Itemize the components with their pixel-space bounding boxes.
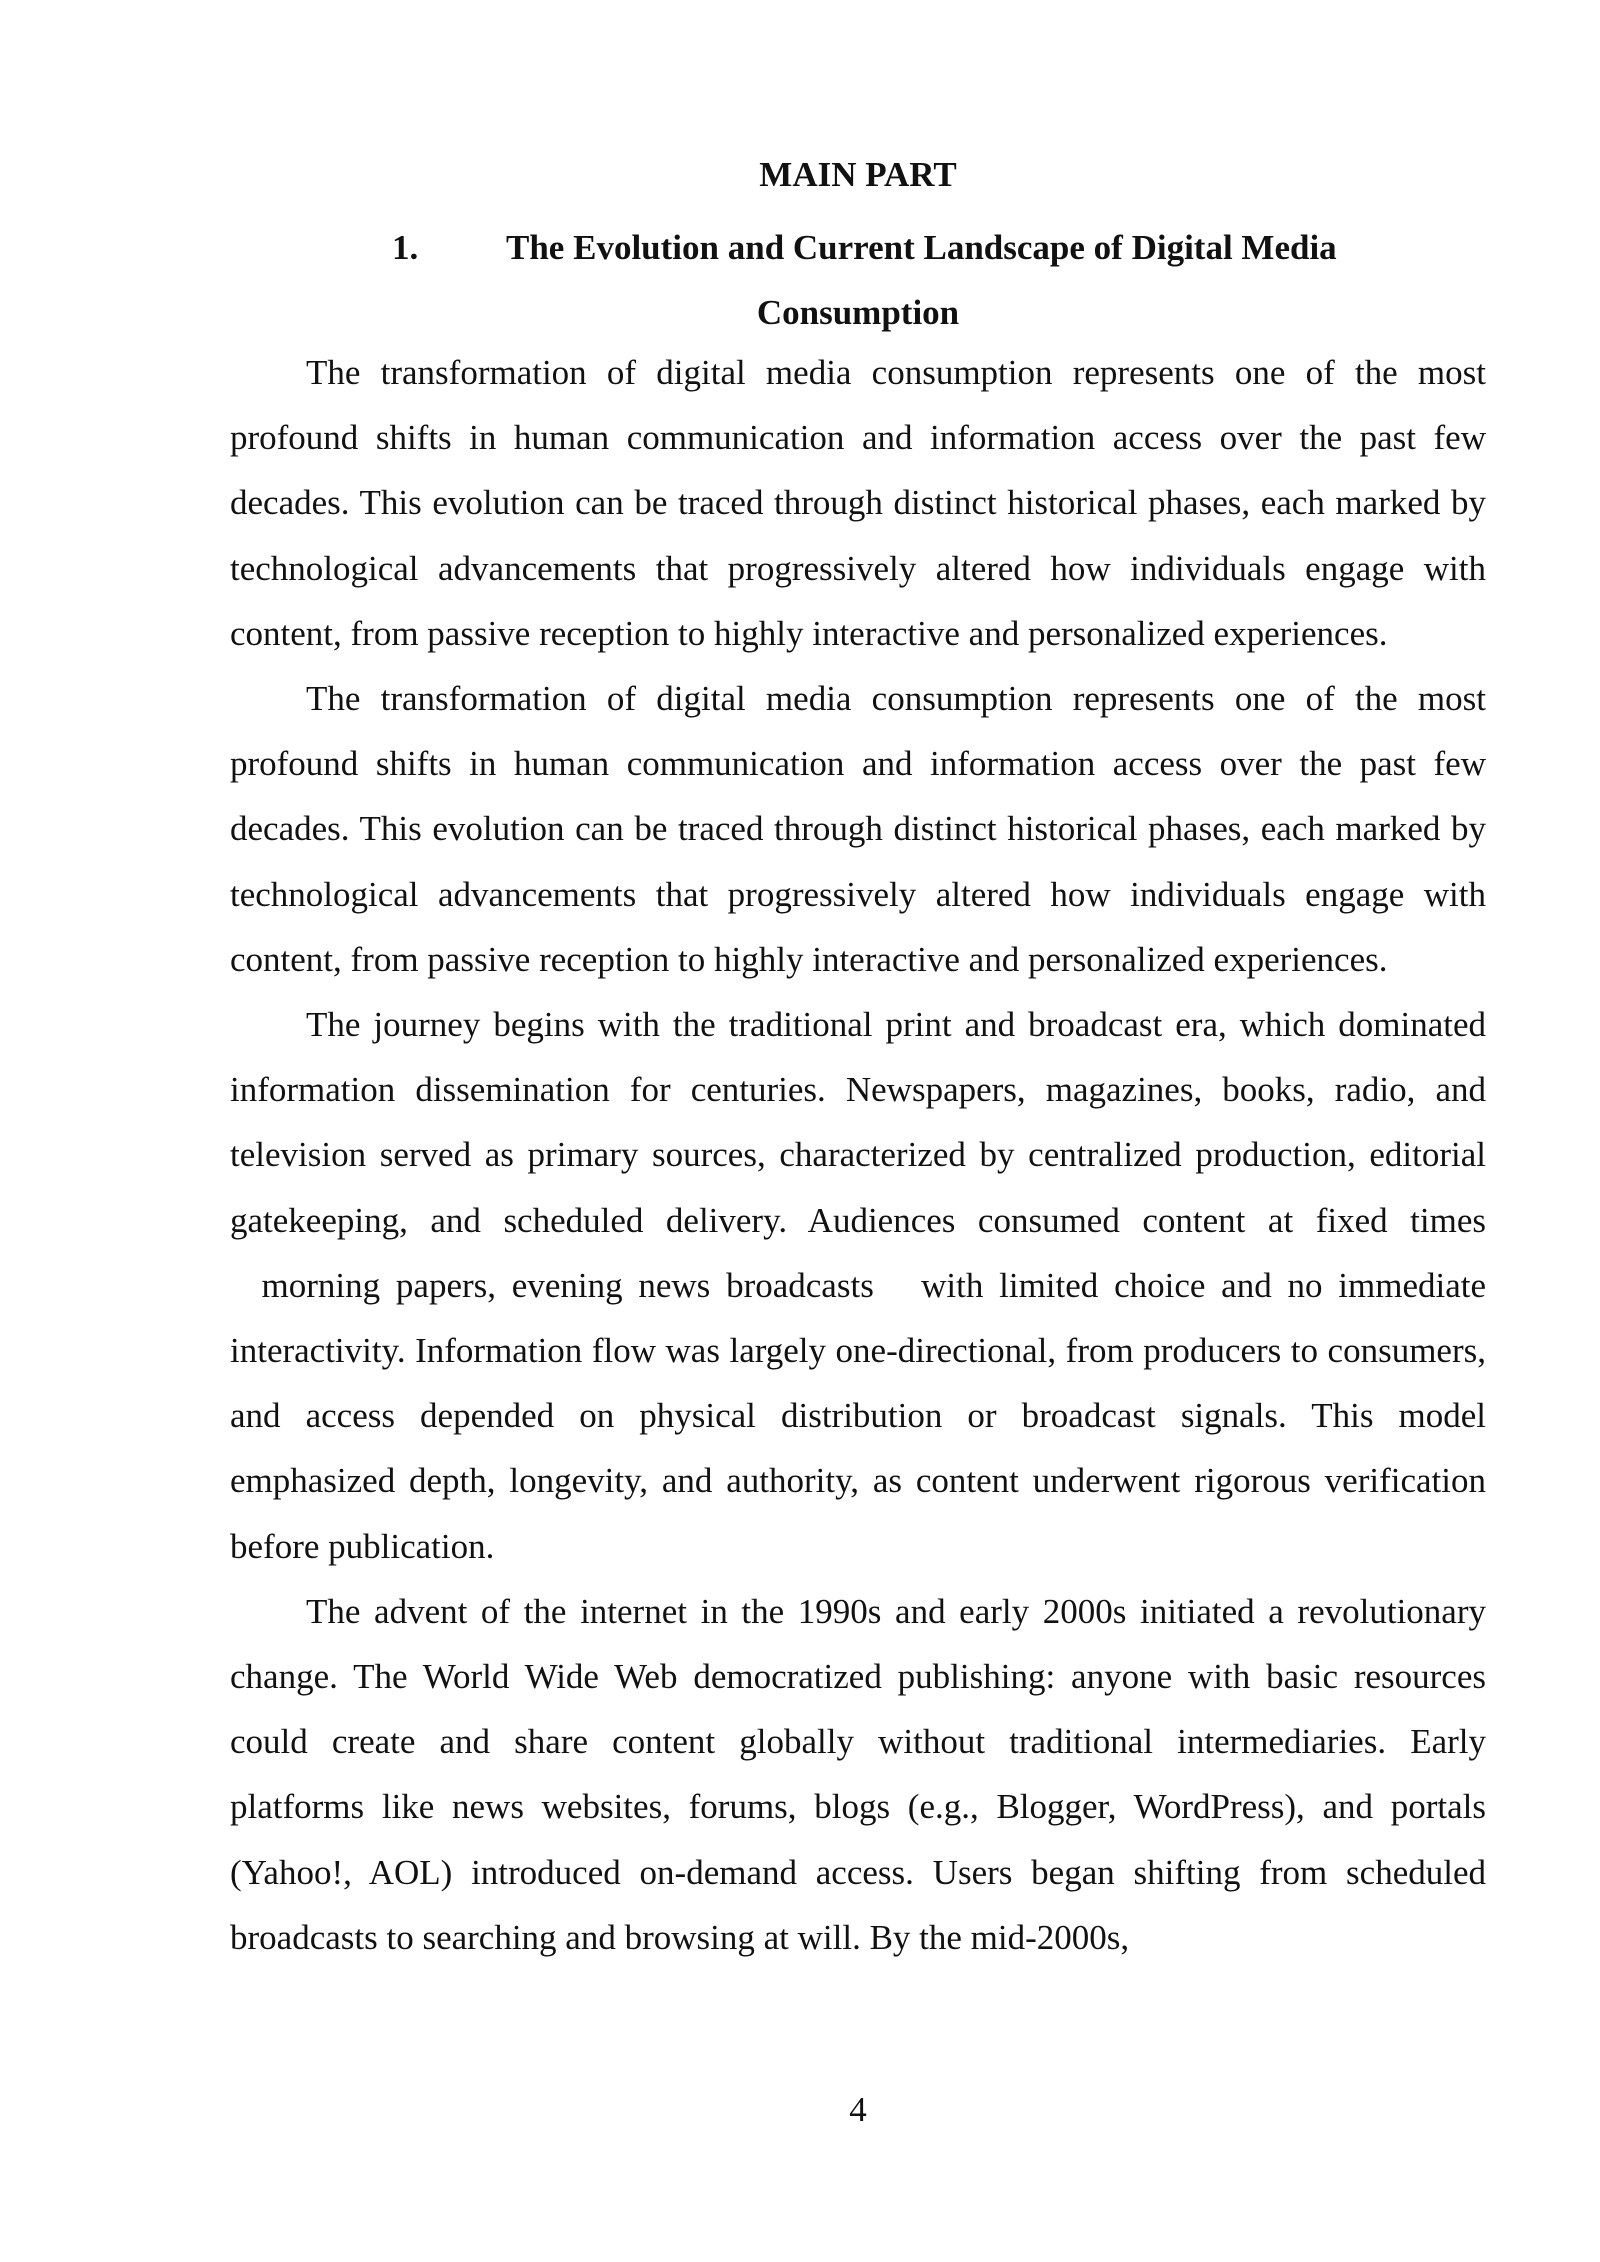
main-heading: MAIN PART — [759, 155, 957, 194]
section-heading — [230, 215, 1486, 345]
paragraph: The transformation of digital media consumption represents one of the most profound shifts in human communication and information access over the past few decades. This evolution can be traced through distinct historical phases, each marked by technological advancements that progressively altered how individuals engage with content, from passive reception to highly interactive and personalized experiences. — [230, 353, 1486, 653]
paragraph: The advent of the internet in the 1990s and early 2000s initiated a revolutionary change. The World Wide Web democratized publishing: anyone with basic resources could create and share content globally without traditional intermediaries. Early platforms like news websites, forums, blogs (e.g., Blogger, WordPress), and portals (Yahoo!, AOL) introduced on-demand access. Users began shifting from scheduled broadcasts to searching and browsing at will. By the mid-2000s, — [230, 1591, 1486, 1957]
paragraph: The transformation of digital media consumption represents one of the most profound shifts in human communication and information access over the past few decades. This evolution can be traced through distinct historical phases, each marked by technological advancements that progressively altered how individuals engage with content, from passive reception to highly interactive and personalized experiences. — [230, 679, 1486, 979]
section-title-line-2: Consumption — [756, 293, 960, 332]
section-heading-line-1 — [230, 215, 1486, 280]
section-title-line-1: The Evolution and Current Landscape of Digital Media — [506, 228, 1337, 267]
body-text — [230, 340, 1486, 1970]
page-number: 4 — [849, 2090, 867, 2129]
section-number: 1. — [392, 228, 419, 267]
paragraph: The journey begins with the traditional print and broadcast era, which dominated information dissemination for centuries. Newspapers, magazines, books, radio, and television served as primary sources, characterized by centralized production, editorial gatekeeping, and scheduled delivery. Audiences consumed content at fixed times morning papers, evening news broadcasts with limited choice and no immediate interactivity. Information flow was largely one-directional, from producers to consumers, and access depended on physical distribution or broadcast signals. This model emphasized depth, longevity, and authority, as content underwent rigorous verification before publication. — [230, 1005, 1486, 1566]
